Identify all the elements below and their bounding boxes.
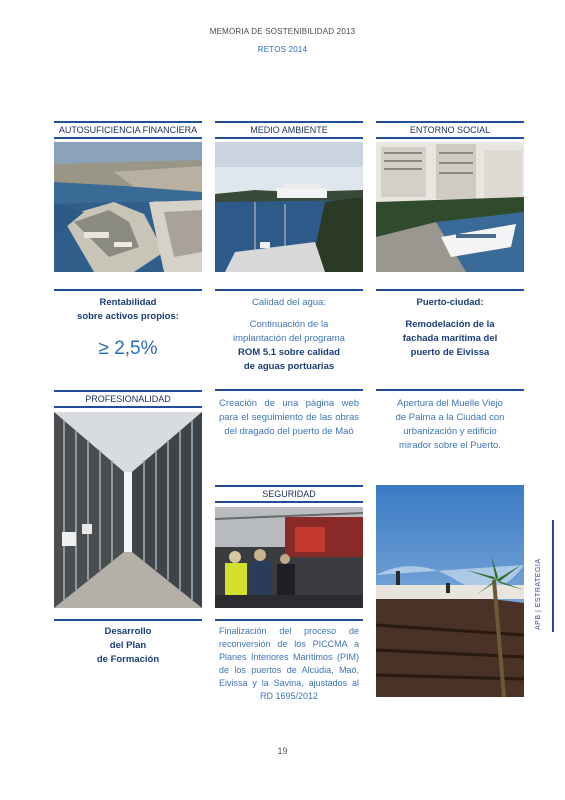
puerto-ciudad-caption bbox=[376, 296, 524, 360]
caption-divider bbox=[376, 389, 524, 391]
caption-line: fachada marítima del bbox=[402, 333, 498, 344]
caption-line: Desarrollo bbox=[104, 626, 152, 637]
rescue-workers-photo bbox=[215, 507, 363, 608]
caption-divider bbox=[54, 289, 202, 291]
piccma-caption: Finalización del proceso de reconversión de los PICCMA a Planes Interiores Marítimos (PIM) de los puertos de Alcúdia, Maó, Eivissa y la Savina, ajustados al RD 1695/2012 bbox=[219, 626, 359, 701]
calidad-agua-caption bbox=[215, 296, 363, 374]
caption-line: de Formación bbox=[96, 654, 160, 665]
caption-line: mirador sobre el Puerto. bbox=[399, 440, 501, 451]
section-autosuficiencia-heading: AUTOSUFICIENCIA FINANCIERA bbox=[54, 121, 202, 139]
muelle-viejo-caption bbox=[376, 397, 524, 453]
caption-line: urbanización y edificio bbox=[403, 426, 497, 437]
caption-line: del Plan bbox=[109, 640, 147, 651]
caption-line: implantación del programa bbox=[233, 333, 345, 344]
caption-line: sobre activos propios: bbox=[77, 311, 179, 322]
plan-formacion-caption bbox=[54, 625, 202, 667]
document-subtitle: RETOS 2014 bbox=[257, 45, 308, 54]
glass-building-photo bbox=[54, 412, 202, 608]
caption-divider bbox=[215, 389, 363, 391]
caption-line: puerto de Eivissa bbox=[410, 347, 490, 358]
section-seguridad-heading: SEGURIDAD bbox=[215, 485, 363, 503]
caption-line: Apertura del Muelle Viejo bbox=[397, 398, 503, 409]
aerial-port-photo bbox=[54, 142, 202, 272]
caption-line: de aguas portuarias bbox=[243, 361, 335, 372]
caption-divider bbox=[215, 619, 363, 621]
caption-line: de Palma a la Ciudad con bbox=[395, 412, 505, 423]
section-medio-ambiente-heading: MEDIO AMBIENTE bbox=[215, 121, 363, 139]
caption-divider bbox=[376, 289, 524, 291]
page-number: 19 bbox=[277, 746, 288, 756]
caption-line: Rentabilidad bbox=[99, 297, 157, 308]
caption-line: ROM 5.1 sobre calidad bbox=[238, 347, 340, 358]
caption-divider bbox=[215, 289, 363, 291]
section-profesionalidad-heading: PROFESIONALIDAD bbox=[54, 390, 202, 408]
caption-line: Puerto-ciudad: bbox=[416, 297, 484, 308]
mirador-building-photo bbox=[376, 485, 524, 697]
section-entorno-social-heading: ENTORNO SOCIAL bbox=[376, 121, 524, 139]
cruise-ship-photo bbox=[215, 142, 363, 272]
caption-line: Calidad del agua: bbox=[252, 297, 326, 308]
side-tab-label: APB | ESTRATEGIA bbox=[535, 558, 542, 630]
side-tab-line bbox=[552, 520, 554, 632]
rentabilidad-caption bbox=[54, 296, 202, 324]
caption-line: Remodelación de la bbox=[405, 319, 495, 330]
caption-divider bbox=[54, 619, 202, 621]
document-title: MEMORIA DE SOSTENIBILIDAD 2013 bbox=[209, 27, 356, 36]
rentabilidad-value: ≥ 2,5% bbox=[98, 338, 158, 359]
caption-line: Continuación de la bbox=[249, 319, 329, 330]
ferry-marina-photo bbox=[376, 142, 524, 272]
pagina-web-caption: Creación de una página web para el seguimiento de las obras del dragado del puerto de Maó bbox=[219, 398, 359, 437]
